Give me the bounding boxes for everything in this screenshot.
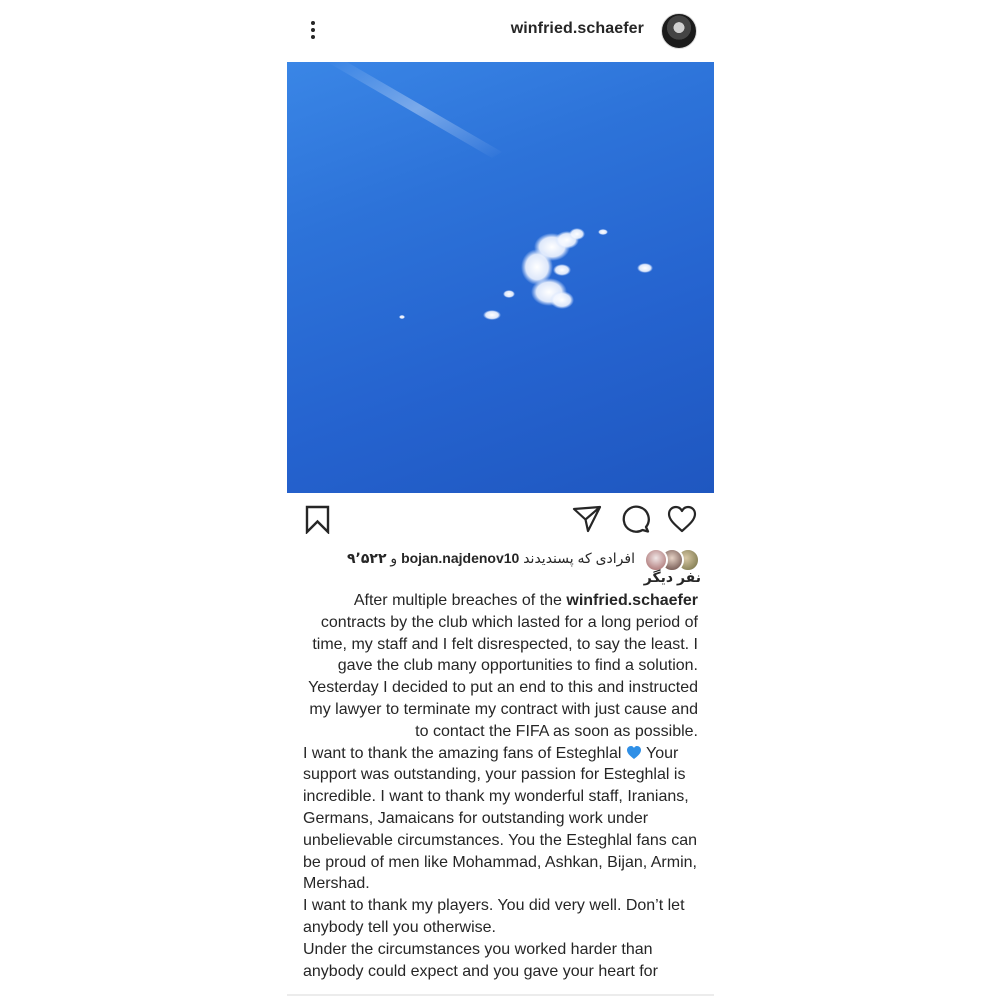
likes-summary[interactable] [301,549,701,587]
likes-others[interactable]: نفر دیگر [643,569,701,585]
post-actions-bar [287,500,714,544]
caption-text-2a: I want to thank the amazing fans of Esteghlal [303,744,622,762]
cloud [399,228,653,320]
sky-photo [287,62,714,493]
heart-icon[interactable] [667,504,697,534]
send-icon[interactable] [572,504,602,534]
likes-count[interactable]: ۹٬۵۲۲ [347,550,387,566]
caption-author-mention[interactable]: winfried.schaefer [566,592,698,609]
blue-heart-icon [626,745,642,760]
author-avatar[interactable] [661,13,697,49]
bookmark-icon[interactable] [303,504,333,534]
caption-text-1: contracts by the club which lasted for a long period of time, my staff and I felt disrespected, to say the least. I gave the club many opportunities to find a solution. Yesterday I decided to put an end to this and instructed my lawyer to terminate my contract with just cause and to contact the FIFA as soon as possible. [308,613,698,740]
caption-paragraph-4: Under the circumstances you worked harder than anybody could expect and you gave your heart for [303,940,658,980]
caption-paragraph-3: I want to thank my players. You did very well. Don’t let anybody tell you otherwise. [303,897,685,936]
caption-text-2b: Your support was outstanding, your passion for Esteghlal is incredible. I want to thank my wonderful staff, Iranians, Germans, Jamaicans for outstanding work under unbelievable circumstances. You the Esteghlal fans can be proud of men like Mohammad, Ashkan, Bijan, Armin, Mershad. [303,744,698,893]
liked-by-prefix: افرادی که پسندیدند [523,550,635,566]
post-image[interactable] [287,62,714,493]
liked-by-and: و [390,550,398,566]
more-vertical-icon[interactable] [305,18,321,44]
bottom-divider [287,994,714,996]
post-header [287,0,714,62]
caption-paragraph-2 [303,743,698,896]
instagram-post [287,0,714,1000]
comment-icon[interactable] [620,504,650,534]
liked-by-username[interactable]: bojan.najdenov10 [401,550,520,566]
caption-intro: After multiple breaches of the [353,592,562,609]
post-author-username[interactable]: winfried.schaefer [510,20,644,37]
caption-paragraph-1 [303,590,698,743]
post-caption [303,590,698,982]
